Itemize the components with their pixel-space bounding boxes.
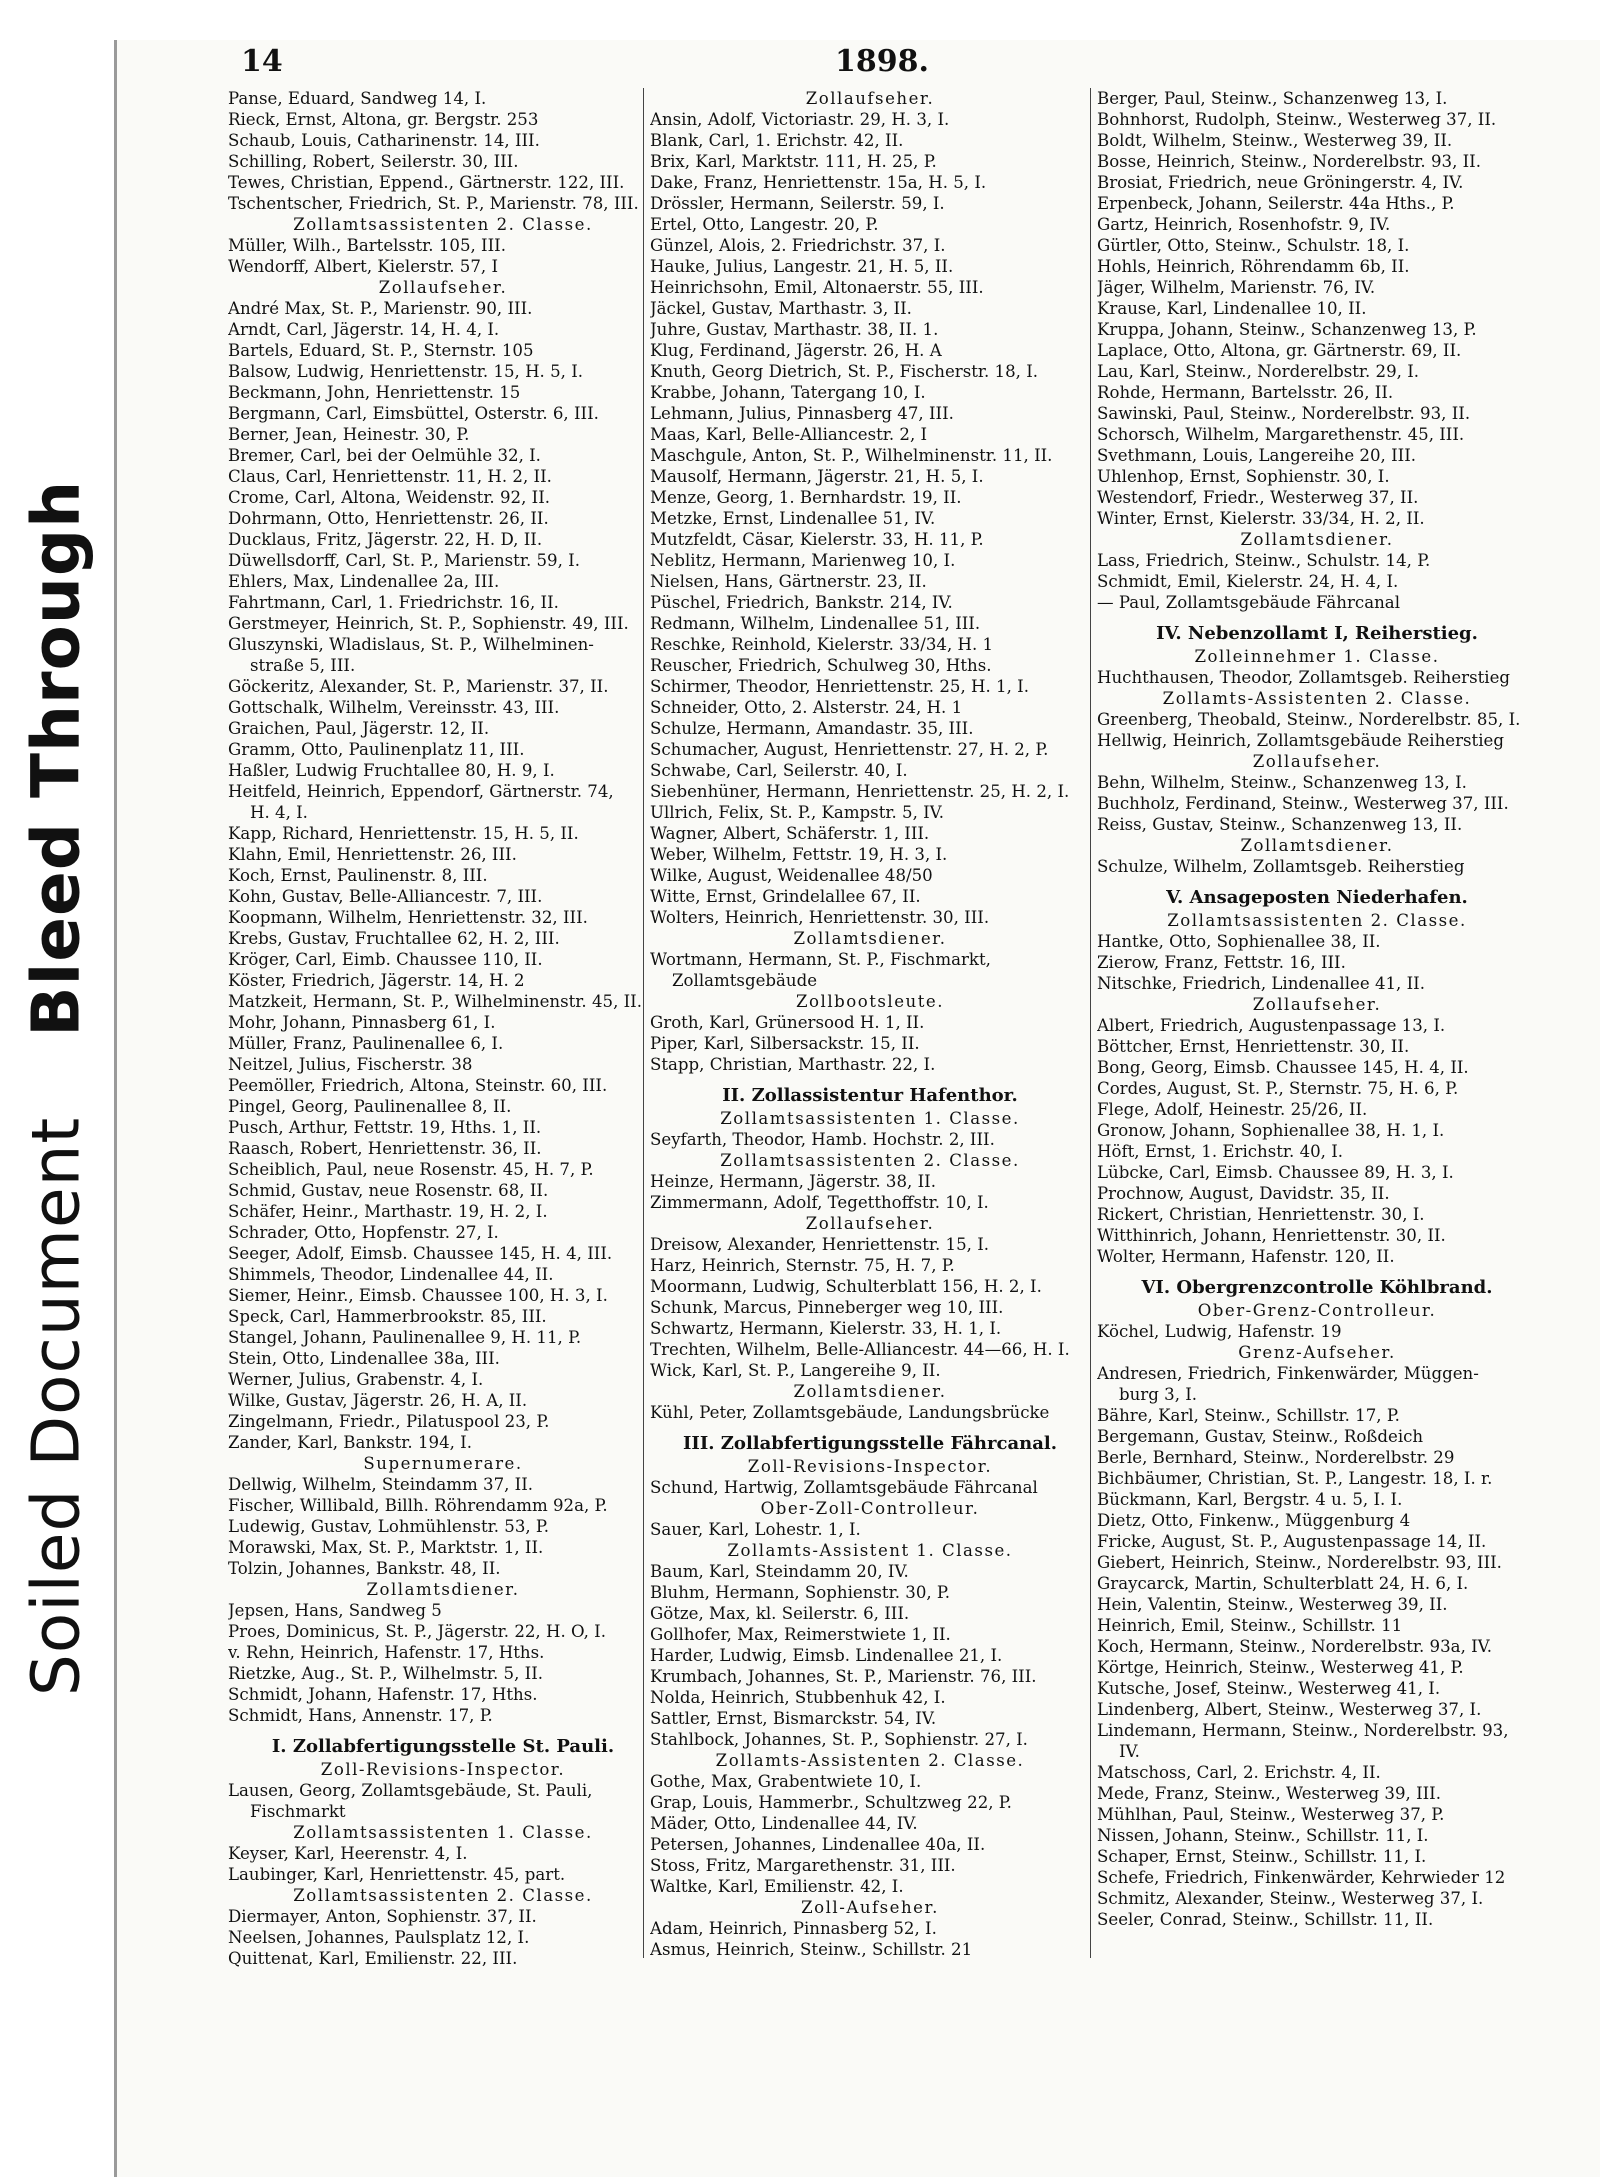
directory-entry: Wilke, August, Weidenallee 48/50 <box>650 866 933 885</box>
directory-entry: Gartz, Heinrich, Rosenhofstr. 9, IV. <box>1097 215 1391 234</box>
directory-entry: Dohrmann, Otto, Henriettenstr. 26, II. <box>228 509 549 528</box>
directory-entry: Bergemann, Gustav, Steinw., Roßdeich <box>1097 1427 1424 1446</box>
directory-entry: Lehmann, Julius, Pinnasberg 47, III. <box>650 404 954 423</box>
directory-entry: Sauer, Karl, Lohestr. 1, I. <box>650 1520 861 1539</box>
directory-entry: Wortmann, Hermann, St. P., Fischmarkt, <box>650 950 991 969</box>
directory-entry: Klahn, Emil, Henriettenstr. 26, III. <box>228 845 517 864</box>
directory-entry: Dietz, Otto, Finkenw., Müggenburg 4 <box>1097 1511 1411 1530</box>
directory-entry: Köster, Friedrich, Jägerstr. 14, H. 2 <box>228 971 525 990</box>
directory-entry: Diermayer, Anton, Sophienstr. 37, II. <box>228 1907 537 1926</box>
directory-entry: Lindenberg, Albert, Steinw., Westerweg 37, I. <box>1097 1700 1482 1719</box>
directory-entry: Schumacher, August, Henriettenstr. 27, H. 2, P. <box>650 740 1049 759</box>
category-heading: Zollaufseher. <box>1252 752 1382 771</box>
directory-entry: Ehlers, Max, Lindenallee 2a, III. <box>228 572 500 591</box>
directory-entry: Morawski, Max, St. P., Marktstr. 1, II. <box>228 1538 544 1557</box>
directory-entry: Gothe, Max, Grabentwiete 10, I. <box>650 1772 922 1791</box>
directory-entry: Hauke, Julius, Langestr. 21, H. 5, II. <box>650 257 954 276</box>
directory-entry: Zimmermann, Adolf, Tegetthoffstr. 10, I. <box>650 1193 989 1212</box>
directory-entry: Bosse, Heinrich, Steinw., Norderelbstr. 93, II. <box>1097 152 1482 171</box>
directory-entry: Dreisow, Alexander, Henriettenstr. 15, I. <box>650 1235 990 1254</box>
directory-entry: Bohnhorst, Rudolph, Steinw., Westerweg 37, II. <box>1097 110 1497 129</box>
directory-entry: Lübcke, Carl, Eimsb. Chaussee 89, H. 3, I. <box>1097 1163 1454 1182</box>
directory-entry: Bremer, Carl, bei der Oelmühle 32, I. <box>228 446 541 465</box>
directory-entry: Erpenbeck, Johann, Seilerstr. 44a Hths., P. <box>1097 194 1455 213</box>
directory-entry: Zingelmann, Friedr., Pilatuspool 23, P. <box>228 1412 550 1431</box>
column-divider <box>1090 88 1091 1958</box>
directory-entry: Asmus, Heinrich, Steinw., Schillstr. 21 <box>650 1940 973 1959</box>
directory-entry: Kutsche, Josef, Steinw., Westerweg 41, I. <box>1097 1679 1441 1698</box>
category-heading: Zollamtsdiener. <box>1240 836 1394 855</box>
directory-entry: Fischmarkt <box>250 1802 346 1821</box>
category-heading: Zollamtsdiener. <box>366 1580 520 1599</box>
directory-entry: Arndt, Carl, Jägerstr. 14, H. 4, I. <box>228 320 500 339</box>
soiled-document-label: Soiled Document <box>17 1116 95 1697</box>
directory-entry: Bergmann, Carl, Eimsbüttel, Osterstr. 6, III. <box>228 404 599 423</box>
directory-entry: Grap, Louis, Hammerbr., Schultzweg 22, P. <box>650 1793 1012 1812</box>
directory-entry: Berner, Jean, Heinestr. 30, P. <box>228 425 470 444</box>
directory-entry: Adam, Heinrich, Pinnasberg 52, I. <box>650 1919 937 1938</box>
directory-entry: Neitzel, Julius, Fischerstr. 38 <box>228 1055 473 1074</box>
directory-entry: Heinze, Hermann, Jägerstr. 38, II. <box>650 1172 936 1191</box>
directory-entry: Schneider, Otto, 2. Alsterstr. 24, H. 1 <box>650 698 963 717</box>
directory-entry: Knuth, Georg Dietrich, St. P., Fischerstr. 18, I. <box>650 362 1039 381</box>
directory-entry: Brosiat, Friedrich, neue Gröningerstr. 4, IV. <box>1097 173 1464 192</box>
category-heading: Ober-Grenz-Controlleur. <box>1197 1301 1437 1320</box>
directory-entry: Hantke, Otto, Sophienallee 38, II. <box>1097 932 1381 951</box>
directory-entry: Wendorff, Albert, Kielerstr. 57, I <box>228 257 499 276</box>
category-heading: Zollamtsassistenten 2. Classe. <box>720 1151 1020 1170</box>
directory-entry: Heitfeld, Heinrich, Eppendorf, Gärtnerstr. 74, <box>228 782 614 801</box>
directory-entry: Blank, Carl, 1. Erichstr. 42, II. <box>650 131 904 150</box>
directory-entry: Quittenat, Karl, Emilienstr. 22, III. <box>228 1949 518 1968</box>
directory-entry: Bluhm, Hermann, Sophienstr. 30, P. <box>650 1583 950 1602</box>
directory-entry: Ansin, Adolf, Victoriastr. 29, H. 3, I. <box>650 110 950 129</box>
section-heading: IV. Nebenzollamt I, Reiherstieg. <box>1156 623 1478 644</box>
directory-entry: Wilke, Gustav, Jägerstr. 26, H. A, II. <box>228 1391 528 1410</box>
directory-entry: Schmidt, Hans, Annenstr. 17, P. <box>228 1706 493 1725</box>
directory-entry: Metzke, Ernst, Lindenallee 51, IV. <box>650 509 936 528</box>
directory-entry: Schaub, Louis, Catharinenstr. 14, III. <box>228 131 540 150</box>
directory-entry: Stangel, Johann, Paulinenallee 9, H. 11, P. <box>228 1328 582 1347</box>
directory-entry: Peemöller, Friedrich, Altona, Steinstr. 60, III. <box>228 1076 608 1095</box>
directory-entry: Rieck, Ernst, Altona, gr. Bergstr. 253 <box>228 110 539 129</box>
section-heading: V. Ansageposten Niederhafen. <box>1166 887 1468 908</box>
directory-entry: Panse, Eduard, Sandweg 14, I. <box>228 89 487 108</box>
directory-entry: Pusch, Arthur, Fettstr. 19, Hths. 1, II. <box>228 1118 542 1137</box>
directory-entry: Gramm, Otto, Paulinenplatz 11, III. <box>228 740 525 759</box>
directory-entry: Berle, Bernhard, Steinw., Norderelbstr. 29 <box>1097 1448 1455 1467</box>
category-heading: Zollamtsassistenten 2. Classe. <box>293 1886 593 1905</box>
directory-entry: Juhre, Gustav, Marthastr. 38, II. 1. <box>650 320 939 339</box>
category-heading: Zollamtsdiener. <box>793 929 947 948</box>
directory-entry: Fischer, Willibald, Billh. Röhrendamm 92a, P. <box>228 1496 608 1515</box>
directory-entry: Huchthausen, Theodor, Zollamtsgeb. Reiherstieg <box>1097 668 1511 687</box>
directory-entry: Proes, Dominicus, St. P., Jägerstr. 22, H. O, I. <box>228 1622 607 1641</box>
category-heading: Zolleinnehmer 1. Classe. <box>1194 647 1440 666</box>
directory-entry: Ertel, Otto, Langestr. 20, P. <box>650 215 879 234</box>
directory-entry: Reuscher, Friedrich, Schulweg 30, Hths. <box>650 656 992 675</box>
directory-entry: Gerstmeyer, Heinrich, St. P., Sophienstr. 49, III. <box>228 614 629 633</box>
directory-entry: Mühlhan, Paul, Steinw., Westerweg 37, P. <box>1097 1805 1445 1824</box>
category-heading: Zollaufseher. <box>1252 995 1382 1014</box>
directory-entry: Wick, Karl, St. P., Langereihe 9, II. <box>650 1361 941 1380</box>
directory-entry: Haßler, Ludwig Fruchtallee 80, H. 9, I. <box>228 761 555 780</box>
directory-entry: Düwellsdorff, Carl, St. P., Marienstr. 59, I. <box>228 551 580 570</box>
directory-entry: Neelsen, Johannes, Paulsplatz 12, I. <box>228 1928 530 1947</box>
directory-entry: Rickert, Christian, Henriettenstr. 30, I. <box>1097 1205 1425 1224</box>
directory-entry: Gronow, Johann, Sophienallee 38, H. 1, I. <box>1097 1121 1445 1140</box>
directory-entry: Köchel, Ludwig, Hafenstr. 19 <box>1097 1322 1342 1341</box>
directory-entry: Seeger, Adolf, Eimsb. Chaussee 145, H. 4, III. <box>228 1244 613 1263</box>
directory-entry: Günzel, Alois, 2. Friedrichstr. 37, I. <box>650 236 946 255</box>
directory-entry: Hein, Valentin, Steinw., Westerweg 39, II. <box>1097 1595 1448 1614</box>
directory-entry: Gottschalk, Wilhelm, Vereinsstr. 43, III. <box>228 698 560 717</box>
directory-entry: Heinrichsohn, Emil, Altonaerstr. 55, III. <box>650 278 984 297</box>
directory-entry: Schwabe, Carl, Seilerstr. 40, I. <box>650 761 908 780</box>
directory-entry: Claus, Carl, Henriettenstr. 11, H. 2, II. <box>228 467 552 486</box>
directory-entry: Weber, Wilhelm, Fettstr. 19, H. 3, I. <box>650 845 948 864</box>
directory-entry: burg 3, I. <box>1119 1385 1198 1404</box>
directory-entry: Schwartz, Hermann, Kielerstr. 33, H. 1, I. <box>650 1319 1002 1338</box>
directory-entry: Ducklaus, Fritz, Jägerstr. 22, H. D, II. <box>228 530 543 549</box>
category-heading: Grenz-Aufseher. <box>1238 1343 1396 1362</box>
directory-entry: Laplace, Otto, Altona, gr. Gärtnerstr. 69, II. <box>1097 341 1462 360</box>
directory-entry: Maschgule, Anton, St. P., Wilhelminenstr. 11, II. <box>650 446 1053 465</box>
directory-entry: Kühl, Peter, Zollamtsgebäude, Landungsbrücke <box>650 1403 1050 1422</box>
directory-entry: Lindemann, Hermann, Steinw., Norderelbstr. 93, <box>1097 1721 1509 1740</box>
directory-entry: Berger, Paul, Steinw., Schanzenweg 13, I. <box>1097 89 1448 108</box>
directory-entry: Nitschke, Friedrich, Lindenallee 41, II. <box>1097 974 1425 993</box>
directory-entry: Harz, Heinrich, Sternstr. 75, H. 7, P. <box>650 1256 955 1275</box>
directory-entry: Kröger, Carl, Eimb. Chaussee 110, II. <box>228 950 543 969</box>
directory-entry: Drössler, Hermann, Seilerstr. 59, I. <box>650 194 945 213</box>
directory-entry: Schorsch, Wilhelm, Margarethenstr. 45, III. <box>1097 425 1465 444</box>
category-heading: Zoll-Revisions-Inspector. <box>747 1457 993 1476</box>
page-header <box>115 44 1445 84</box>
category-heading: Zollbootsleute. <box>796 992 944 1011</box>
section-heading: II. Zollassistentur Hafenthor. <box>722 1085 1018 1106</box>
directory-entry: Gürtler, Otto, Steinw., Schulstr. 18, I. <box>1097 236 1410 255</box>
directory-entry: Püschel, Friedrich, Bankstr. 214, IV. <box>650 593 953 612</box>
directory-entry: Klug, Ferdinand, Jägerstr. 26, H. A <box>650 341 942 360</box>
directory-entry: Pingel, Georg, Paulinenallee 8, II. <box>228 1097 512 1116</box>
directory-entry: Graycarck, Martin, Schulterblatt 24, H. 6, I. <box>1097 1574 1469 1593</box>
directory-entry: Graichen, Paul, Jägerstr. 12, II. <box>228 719 490 738</box>
directory-entry: Bartels, Eduard, St. P., Sternstr. 105 <box>228 341 534 360</box>
directory-entry: Moormann, Ludwig, Schulterblatt 156, H. 2, I. <box>650 1277 1042 1296</box>
directory-entry: — Paul, Zollamtsgebäude Fährcanal <box>1097 593 1401 612</box>
directory-entry: Albert, Friedrich, Augustenpassage 13, I. <box>1097 1016 1446 1035</box>
directory-entry: Waltke, Karl, Emilienstr. 42, I. <box>650 1877 904 1896</box>
directory-entry: Boldt, Wilhelm, Steinw., Westerweg 39, II. <box>1097 131 1453 150</box>
directory-entry: Rohde, Hermann, Bartelsstr. 26, II. <box>1097 383 1394 402</box>
section-heading: III. Zollabfertigungsstelle Fährcanal. <box>683 1433 1057 1454</box>
directory-entry: André Max, St. P., Marienstr. 90, III. <box>228 299 533 318</box>
directory-entry: Stein, Otto, Lindenallee 38a, III. <box>228 1349 500 1368</box>
directory-entry: Zollamtsgebäude <box>672 971 818 990</box>
directory-entry: Böttcher, Ernst, Henriettenstr. 30, II. <box>1097 1037 1410 1056</box>
category-heading: Ober-Zoll-Controlleur. <box>760 1499 980 1518</box>
directory-entry: Krabbe, Johann, Tatergang 10, I. <box>650 383 926 402</box>
category-heading: Zollaufseher. <box>805 1214 935 1233</box>
directory-entry: Wagner, Albert, Schäferstr. 1, III. <box>650 824 930 843</box>
section-heading: VI. Obergrenzcontrolle Köhlbrand. <box>1141 1277 1493 1298</box>
directory-entry: Schmid, Gustav, neue Rosenstr. 68, II. <box>228 1181 549 1200</box>
directory-entry: Behn, Wilhelm, Steinw., Schanzenweg 13, I. <box>1097 773 1467 792</box>
directory-entry: Krause, Karl, Lindenallee 10, II. <box>1097 299 1367 318</box>
directory-entry: Ludewig, Gustav, Lohmühlenstr. 53, P. <box>228 1517 550 1536</box>
category-heading: Zollamtsassistenten 2. Classe. <box>293 215 593 234</box>
category-heading: Zollaufseher. <box>805 89 935 108</box>
directory-entry: Nolda, Heinrich, Stubbenhuk 42, I. <box>650 1688 946 1707</box>
directory-entry: H. 4, I. <box>250 803 308 822</box>
directory-entry: Schaper, Ernst, Steinw., Schillstr. 11, I. <box>1097 1847 1427 1866</box>
directory-entry: Matschoss, Carl, 2. Erichstr. 4, II. <box>1097 1763 1381 1782</box>
directory-entry: Piper, Karl, Silbersackstr. 15, II. <box>650 1034 920 1053</box>
directory-entry: Greenberg, Theobald, Steinw., Norderelbstr. 85, I. <box>1097 710 1521 729</box>
directory-entry: Koch, Ernst, Paulinenstr. 8, III. <box>228 866 488 885</box>
directory-entry: Dellwig, Wilhelm, Steindamm 37, II. <box>228 1475 534 1494</box>
directory-entry: Schunk, Marcus, Pinneberger weg 10, III. <box>650 1298 1004 1317</box>
directory-entry: Schmitz, Alexander, Steinw., Westerweg 37, I. <box>1097 1889 1484 1908</box>
directory-entry: Rietzke, Aug., St. P., Wilhelmstr. 5, II. <box>228 1664 544 1683</box>
directory-entry: Reiss, Gustav, Steinw., Schanzenweg 13, II. <box>1097 815 1463 834</box>
category-heading: Zollaufseher. <box>378 278 508 297</box>
directory-entry: Mede, Franz, Steinw., Westerweg 39, III. <box>1097 1784 1442 1803</box>
directory-entry: Winter, Ernst, Kielerstr. 33/34, H. 2, II. <box>1097 509 1425 528</box>
directory-entry: Uhlenhop, Ernst, Sophienstr. 30, I. <box>1097 467 1390 486</box>
category-heading: Zollamtsassistenten 1. Classe. <box>293 1823 593 1842</box>
directory-entry: Crome, Carl, Altona, Weidenstr. 92, II. <box>228 488 551 507</box>
directory-entry: Lau, Karl, Steinw., Norderelbstr. 29, I. <box>1097 362 1420 381</box>
directory-entry: Neblitz, Hermann, Marienweg 10, I. <box>650 551 956 570</box>
directory-entry: Gluszynski, Wladislaus, St. P., Wilhelminen- <box>228 635 594 654</box>
directory-entry: Hohls, Heinrich, Röhrendamm 6b, II. <box>1097 257 1410 276</box>
directory-entry: Ullrich, Felix, St. P., Kampstr. 5, IV. <box>650 803 945 822</box>
directory-entry: Bong, Georg, Eimsb. Chaussee 145, H. 4, II. <box>1097 1058 1469 1077</box>
directory-entry: Schirmer, Theodor, Henriettenstr. 25, H. 1, I. <box>650 677 1029 696</box>
directory-entry: Schulze, Hermann, Amandastr. 35, III. <box>650 719 974 738</box>
category-heading: Zollamtsassistenten 2. Classe. <box>1167 911 1467 930</box>
directory-entry: IV. <box>1119 1742 1140 1761</box>
directory-entry: Brix, Karl, Marktstr. 111, H. 25, P. <box>650 152 937 171</box>
directory-entry: Schmidt, Johann, Hafenstr. 17, Hths. <box>228 1685 538 1704</box>
page-number: 14 <box>241 44 283 79</box>
directory-entry: Scheiblich, Paul, neue Rosenstr. 45, H. 7, P. <box>228 1160 594 1179</box>
directory-entry: Nissen, Johann, Steinw., Schillstr. 11, I. <box>1097 1826 1429 1845</box>
directory-column-2 <box>650 88 1090 1960</box>
directory-entry: Krebs, Gustav, Fruchtallee 62, H. 2, III. <box>228 929 560 948</box>
directory-entry: Körtge, Heinrich, Steinw., Westerweg 41, P. <box>1097 1658 1464 1677</box>
category-heading: Supernumerare. <box>363 1454 523 1473</box>
directory-entry: Siemer, Heinr., Eimsb. Chaussee 100, H. 3, I. <box>228 1286 608 1305</box>
directory-entry: Baum, Karl, Steindamm 20, IV. <box>650 1562 909 1581</box>
directory-entry: Stapp, Christian, Marthastr. 22, I. <box>650 1055 936 1074</box>
category-heading: Zollamtsdiener. <box>793 1382 947 1401</box>
directory-entry: Trechten, Wilhelm, Belle-Alliancestr. 44—66, H. I. <box>650 1340 1070 1359</box>
category-heading: Zollamtsdiener. <box>1240 530 1394 549</box>
section-heading: I. Zollabfertigungsstelle St. Pauli. <box>271 1736 615 1757</box>
category-heading: Zoll-Aufseher. <box>801 1898 939 1917</box>
directory-entry: Speck, Carl, Hammerbrookstr. 85, III. <box>228 1307 547 1326</box>
directory-entry: Schäfer, Heinr., Marthastr. 19, H. 2, I. <box>228 1202 548 1221</box>
directory-column-3 <box>1097 88 1537 1930</box>
category-heading: Zoll-Revisions-Inspector. <box>320 1760 566 1779</box>
directory-entry: Witthinrich, Johann, Henriettenstr. 30, II. <box>1097 1226 1446 1245</box>
directory-entry: Mutzfeldt, Cäsar, Kielerstr. 33, H. 11, P. <box>650 530 984 549</box>
directory-entry: Schefe, Friedrich, Finkenwärder, Kehrwieder 12 <box>1097 1868 1506 1887</box>
directory-entry: Mohr, Johann, Pinnasberg 61, I. <box>228 1013 496 1032</box>
directory-entry: Stahlbock, Johannes, St. P., Sophienstr. 27, I. <box>650 1730 1028 1749</box>
directory-entry: Harder, Ludwig, Eimsb. Lindenallee 21, I. <box>650 1646 1003 1665</box>
directory-entry: Fricke, August, St. P., Augustenpassage 14, II. <box>1097 1532 1487 1551</box>
directory-entry: straße 5, III. <box>250 656 356 675</box>
directory-entry: Witte, Ernst, Grindelallee 67, II. <box>650 887 921 906</box>
directory-entry: Kruppa, Johann, Steinw., Schanzenweg 13, P. <box>1097 320 1477 339</box>
directory-entry: Höft, Ernst, 1. Erichstr. 40, I. <box>1097 1142 1344 1161</box>
directory-entry: Heinrich, Emil, Steinw., Schillstr. 11 <box>1097 1616 1403 1635</box>
directory-entry: Menze, Georg, 1. Bernhardstr. 19, II. <box>650 488 962 507</box>
directory-entry: Shimmels, Theodor, Lindenallee 44, II. <box>228 1265 554 1284</box>
directory-entry: Müller, Wilh., Bartelsstr. 105, III. <box>228 236 506 255</box>
directory-entry: Lass, Friedrich, Steinw., Schulstr. 14, P. <box>1097 551 1431 570</box>
directory-entry: Lausen, Georg, Zollamtsgebäude, St. Pauli, <box>228 1781 593 1800</box>
directory-entry: Schmidt, Emil, Kielerstr. 24, H. 4, I. <box>1097 572 1399 591</box>
directory-entry: Siebenhüner, Hermann, Henriettenstr. 25, H. 2, I. <box>650 782 1070 801</box>
directory-entry: Tschentscher, Friedrich, St. P., Marienstr. 78, III. <box>228 194 639 213</box>
directory-entry: Kohn, Gustav, Belle-Alliancestr. 7, III. <box>228 887 543 906</box>
directory-entry: Zierow, Franz, Fettstr. 16, III. <box>1097 953 1346 972</box>
category-heading: Zollamts-Assistenten 2. Classe. <box>715 1751 1025 1770</box>
directory-entry: Schilling, Robert, Seilerstr. 30, III. <box>228 152 519 171</box>
directory-entry: Schulze, Wilhelm, Zollamtsgeb. Reiherstieg <box>1097 857 1465 876</box>
category-heading: Zollamts-Assistent 1. Classe. <box>727 1541 1013 1560</box>
directory-entry: Petersen, Johannes, Lindenallee 40a, II. <box>650 1835 986 1854</box>
directory-entry: Svethmann, Louis, Langereihe 20, III. <box>1097 446 1417 465</box>
directory-entry: Mausolf, Hermann, Jägerstr. 21, H. 5, I. <box>650 467 984 486</box>
directory-entry: Hellwig, Heinrich, Zollamtsgebäude Reiherstieg <box>1097 731 1504 750</box>
directory-entry: Götze, Max, kl. Seilerstr. 6, III. <box>650 1604 910 1623</box>
directory-entry: Schrader, Otto, Hopfenstr. 27, I. <box>228 1223 499 1242</box>
directory-entry: Jäger, Wilhelm, Marienstr. 76, IV. <box>1097 278 1376 297</box>
directory-entry: Keyser, Karl, Heerenstr. 4, I. <box>228 1844 468 1863</box>
directory-entry: Seyfarth, Theodor, Hamb. Hochstr. 2, III. <box>650 1130 995 1149</box>
directory-entry: Groth, Karl, Grünersood H. 1, II. <box>650 1013 925 1032</box>
directory-entry: Raasch, Robert, Henriettenstr. 36, II. <box>228 1139 542 1158</box>
directory-entry: Beckmann, John, Henriettenstr. 15 <box>228 383 521 402</box>
directory-entry: Tolzin, Johannes, Bankstr. 48, II. <box>228 1559 501 1578</box>
directory-entry: Göckeritz, Alexander, St. P., Marienstr. 37, II. <box>228 677 609 696</box>
bleed-through-label: Bleed Through <box>17 479 95 1037</box>
directory-entry: Buchholz, Ferdinand, Steinw., Westerweg 37, III. <box>1097 794 1509 813</box>
directory-entry: Koopmann, Wilhelm, Henriettenstr. 32, III. <box>228 908 588 927</box>
directory-entry: Dake, Franz, Henriettenstr. 15a, H. 5, I. <box>650 173 987 192</box>
category-heading: Zollamtsassistenten 1. Classe. <box>720 1109 1020 1128</box>
directory-entry: Werner, Julius, Grabenstr. 4, I. <box>228 1370 484 1389</box>
directory-entry: v. Rehn, Heinrich, Hafenstr. 17, Hths. <box>228 1643 545 1662</box>
directory-entry: Cordes, August, St. P., Sternstr. 75, H. 6, P. <box>1097 1079 1459 1098</box>
directory-entry: Mäder, Otto, Lindenallee 44, IV. <box>650 1814 918 1833</box>
directory-entry: Kapp, Richard, Henriettenstr. 15, H. 5, II. <box>228 824 579 843</box>
directory-entry: Flege, Adolf, Heinestr. 25/26, II. <box>1097 1100 1368 1119</box>
directory-entry: Nielsen, Hans, Gärtnerstr. 23, II. <box>650 572 927 591</box>
category-heading: Zollamts-Assistenten 2. Classe. <box>1162 689 1472 708</box>
margin-label <box>18 480 95 1696</box>
margin-strip <box>0 0 113 2177</box>
directory-entry: Tewes, Christian, Eppend., Gärtnerstr. 122, III. <box>228 173 625 192</box>
directory-entry: Andresen, Friedrich, Finkenwärder, Müggen- <box>1097 1364 1479 1383</box>
directory-entry: Westendorf, Friedr., Westerweg 37, II. <box>1097 488 1419 507</box>
directory-entry: Giebert, Heinrich, Steinw., Norderelbstr. 93, III. <box>1097 1553 1502 1572</box>
directory-entry: Bichbäumer, Christian, St. P., Langestr. 18, I. r. <box>1097 1469 1493 1488</box>
directory-entry: Sattler, Ernst, Bismarckstr. 54, IV. <box>650 1709 937 1728</box>
directory-entry: Maas, Karl, Belle-Alliancestr. 2, I <box>650 425 928 444</box>
page-year: 1898. <box>835 44 929 79</box>
directory-entry: Müller, Franz, Paulinenallee 6, I. <box>228 1034 504 1053</box>
directory-entry: Gollhofer, Max, Reimerstwiete 1, II. <box>650 1625 951 1644</box>
directory-entry: Bückmann, Karl, Bergstr. 4 u. 5, I. I. <box>1097 1490 1403 1509</box>
directory-entry: Wolters, Heinrich, Henriettenstr. 30, III. <box>650 908 990 927</box>
directory-entry: Seeler, Conrad, Steinw., Schillstr. 11, II. <box>1097 1910 1434 1929</box>
directory-entry: Zander, Karl, Bankstr. 194, I. <box>228 1433 473 1452</box>
directory-entry: Redmann, Wilhelm, Lindenallee 51, III. <box>650 614 981 633</box>
directory-entry: Stoss, Fritz, Margarethenstr. 31, III. <box>650 1856 956 1875</box>
directory-entry: Laubinger, Karl, Henriettenstr. 45, part. <box>228 1865 566 1884</box>
directory-column-1 <box>228 88 658 1969</box>
directory-entry: Bähre, Karl, Steinw., Schillstr. 17, P. <box>1097 1406 1400 1425</box>
directory-entry: Wolter, Hermann, Hafenstr. 120, II. <box>1097 1247 1395 1266</box>
directory-entry: Matzkeit, Hermann, St. P., Wilhelminenstr. 45, II. <box>228 992 642 1011</box>
directory-entry: Jepsen, Hans, Sandweg 5 <box>228 1601 442 1620</box>
directory-entry: Reschke, Reinhold, Kielerstr. 33/34, H. 1 <box>650 635 994 654</box>
directory-entry: Jäckel, Gustav, Marthastr. 3, II. <box>650 299 912 318</box>
directory-entry: Fahrtmann, Carl, 1. Friedrichstr. 16, II. <box>228 593 559 612</box>
directory-entry: Prochnow, August, Davidstr. 35, II. <box>1097 1184 1390 1203</box>
directory-entry: Sawinski, Paul, Steinw., Norderelbstr. 93, II. <box>1097 404 1471 423</box>
directory-entry: Krumbach, Johannes, St. P., Marienstr. 76, III. <box>650 1667 1037 1686</box>
directory-entry: Schund, Hartwig, Zollamtsgebäude Fährcanal <box>650 1478 1038 1497</box>
directory-entry: Koch, Hermann, Steinw., Norderelbstr. 93a, IV. <box>1097 1637 1493 1656</box>
directory-entry: Balsow, Ludwig, Henriettenstr. 15, H. 5, I. <box>228 362 584 381</box>
